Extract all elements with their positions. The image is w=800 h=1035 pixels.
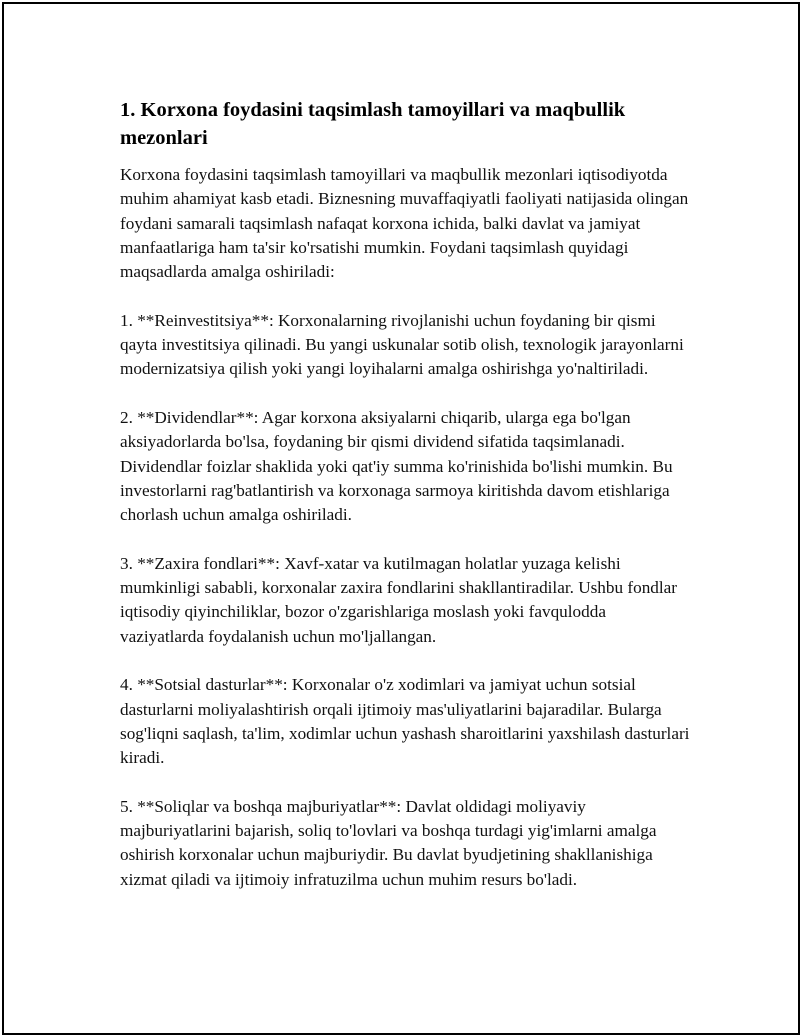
paragraph-gap: [120, 527, 690, 551]
list-item: 1. **Reinvestitsiya**: Korxonalarning rivojlanishi uchun foydaning bir qismi qayta investitsiya qilinadi. Bu yangi uskunalar sotib olish, texnologik jarayonlarni modernizatsiya qilish yoki yangi loyihalarni amalga oshirishga yo'naltiriladi.: [120, 310, 684, 379]
paragraph-gap: [120, 284, 690, 308]
paragraph-gap: [120, 649, 690, 673]
paragraph-gap: [120, 382, 690, 406]
document-title: 1. Korxona foydasini taqsimlash tamoyillari va maqbullik mezonlari: [120, 99, 626, 149]
intro-paragraph: Korxona foydasini taqsimlash tamoyillari va maqbullik mezonlari iqtisodiyotda muhim ahamiyat kasb etadi. Biznesning muvaffaqiyatli faoliyati natijasida olingan foydani samarali taqsimlash nafaqat korxona ichida, balki davlat va jamiyat manfaatlariga ham ta'sir ko'rsatishi mumkin. Foydani taqsimlash quyidagi maqsadlarda amalga oshiriladi:: [120, 165, 689, 282]
page-frame: [2, 2, 800, 1035]
list-item: 5. **Soliqlar va boshqa majburiyatlar**: Davlat oldidagi moliyaviy majburiyatlarini bajarish, soliq to'lovlari va boshqa turdagi yig'imlarni amalga oshirish korxonalar uchun majburiydir. Bu davlat byudjetining shakllanishiga xizmat qiladi va ijtimoiy infratuzilma uchun muhim resurs bo'ladi.: [120, 796, 657, 889]
list-item: 4. **Sotsial dasturlar**: Korxonalar o'z xodimlari va jamiyat uchun sotsial dasturlarni moliyalashtirish orqali ijtimoiy mas'uliyatlarini bajaradilar. Bularga sog'liqni saqlash, ta'lim, xodimlar uchun yashash sharoitlarini yaxshilash dasturlari kiradi.: [120, 675, 690, 768]
list-item: 2. **Dividendlar**: Agar korxona aksiyalarni chiqarib, ularga ega bo'lgan aksiyadorlarda bo'lsa, foydaning bir qismi dividend sifatida taqsimlanadi. Dividendlar foizlar shaklida yoki qat'iy summa ko'rinishida bo'lishi mumkin. Bu investorlarni rag'batlantirish va korxonaga sarmoya kiritishda davom etishlariga chorlash uchun amalga oshiriladi.: [120, 407, 673, 525]
document-body: [120, 96, 690, 892]
list-item: 3. **Zaxira fondlari**: Xavf-xatar va kutilmagan holatlar yuzaga kelishi mumkinligi sababli, korxonalar zaxira fondlarini shakllantiradilar. Ushbu fondlar iqtisodiy qiyinchiliklar, bozor o'zgarishlariga moslash yoki favqulodda vaziyatlarda foydalanish uchun mo'ljallangan.: [120, 553, 678, 646]
paragraph-gap: [120, 770, 690, 794]
